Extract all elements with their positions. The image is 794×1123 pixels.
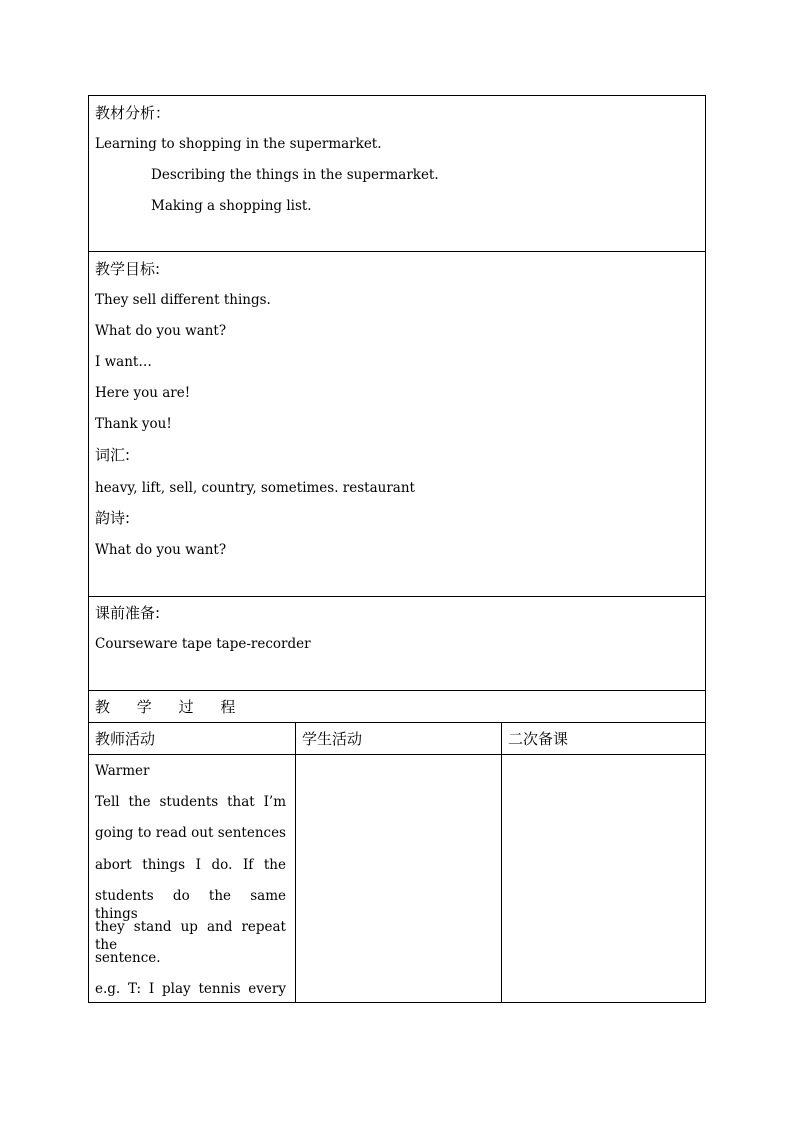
analysis-line-2: Describing the things in the supermarket. [151, 167, 439, 183]
process-heading-char-4: 程 [220, 698, 236, 716]
prep-heading: 课前准备: [95, 604, 161, 622]
prep-line: Courseware tape tape-recorder [95, 636, 311, 652]
vocab-heading: 词汇: [95, 446, 131, 464]
process-heading-char-1: 教 [95, 698, 111, 716]
process-heading [95, 698, 257, 716]
teacher-line-2: Tell the students that I’m [95, 794, 286, 810]
analysis-heading: 教材分析： [95, 104, 171, 122]
objective-line-2: What do you want? [95, 323, 227, 339]
teacher-line-4: abort things I do. If the [95, 857, 286, 873]
process-heading-row [89, 691, 705, 723]
lesson-plan-table [88, 95, 706, 1003]
vocab-line: heavy, lift, sell, country, sometimes. restaurant [95, 480, 415, 496]
analysis-line-3: Making a shopping list. [151, 198, 312, 214]
teacher-line-8: e.g. T: I play tennis every [95, 981, 286, 997]
teacher-line-6: they stand up and repeat the [95, 919, 286, 953]
objective-line-1: They sell different things. [95, 292, 271, 308]
column-header-revision: 二次备课 [508, 730, 569, 748]
process-column-headers [89, 723, 705, 755]
teacher-line-7: sentence. [95, 950, 161, 966]
column-divider-1 [295, 723, 296, 1002]
objective-line-4: Here you are! [95, 385, 191, 401]
process-heading-char-2: 学 [136, 698, 152, 716]
objective-line-3: I want… [95, 354, 152, 370]
teacher-line-5: students do the same things [95, 888, 286, 922]
objectives-section [89, 252, 705, 597]
objectives-heading: 教学目标: [95, 260, 161, 278]
column-header-student: 学生活动 [302, 730, 363, 748]
teacher-line-3: going to read out sentences [95, 825, 286, 841]
process-body [89, 755, 705, 1002]
objective-line-5: Thank you! [95, 416, 172, 432]
rhyme-heading: 韵诗: [95, 509, 131, 527]
analysis-line-1: Learning to shopping in the supermarket. [95, 136, 382, 152]
column-header-teacher: 教师活动 [95, 730, 156, 748]
analysis-section [89, 96, 705, 252]
prep-section [89, 597, 705, 691]
column-divider-2 [501, 723, 502, 1002]
rhyme-line: What do you want? [95, 542, 227, 558]
teacher-line-1: Warmer [95, 763, 150, 779]
process-heading-char-3: 过 [178, 698, 194, 716]
